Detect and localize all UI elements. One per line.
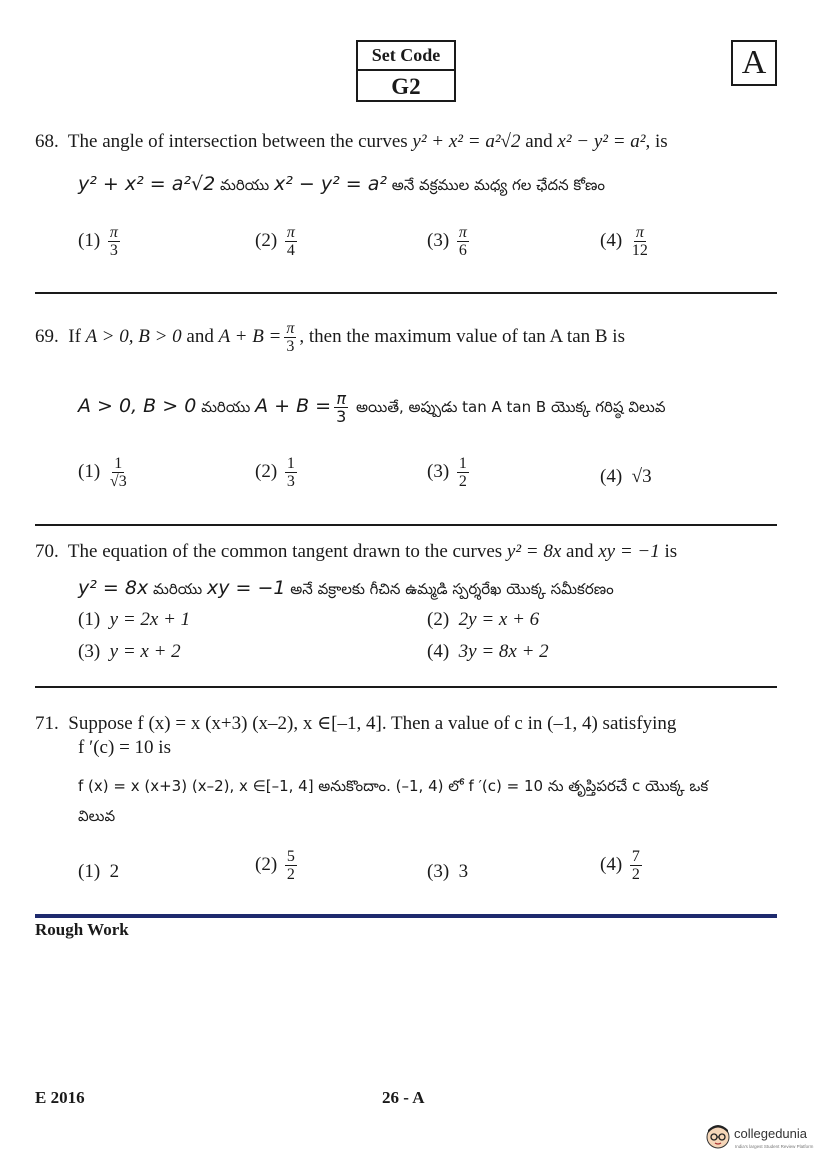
q68-option-3[interactable] [427, 224, 472, 259]
fraction-denominator: 12 [631, 242, 648, 259]
q71-te-line1: f (x) = x (x+3) (x–2), x ∈[–1, 4] అనుకొందాం. (–1, 4) లో f ′(c) = 10 ను తృప్తిపరచే c యొక్క ఒక [78, 777, 709, 795]
option-label: (1) [78, 229, 101, 251]
option-label: (2) [255, 853, 278, 875]
q68-option-4[interactable] [600, 224, 653, 259]
q69-english [35, 320, 625, 355]
option-text: y = x + 2 [109, 641, 181, 662]
option-label: (4) [600, 229, 623, 251]
q69-option-4[interactable] [600, 465, 652, 489]
q68-te-post: అనే వక్రముల మధ్య గల ఛేదన కోణం [386, 176, 605, 194]
fraction-denominator: 2 [286, 866, 295, 883]
option-label: (1) [78, 609, 101, 630]
footer-page-number: 26 - A [382, 1088, 425, 1107]
option-text: 3 [458, 861, 469, 882]
q71-en-line2: f ′(c) = 10 is [78, 737, 171, 758]
fraction-numerator: π [458, 224, 467, 241]
set-code-label: Set Code [358, 42, 454, 71]
option-label: (2) [255, 460, 278, 482]
option-label: (3) [427, 229, 450, 251]
divider [35, 524, 777, 526]
option-label: (4) [600, 853, 623, 875]
q68-english [35, 130, 668, 154]
fraction-denominator: 2 [458, 473, 467, 490]
option-text: 2y = x + 6 [458, 609, 540, 630]
rough-work-heading: Rough Work [35, 920, 129, 939]
option-label: (3) [427, 861, 450, 882]
q71-option-4[interactable] [600, 848, 645, 883]
q69-option-3[interactable] [427, 455, 472, 490]
q68-en-eq1: y² + x² = a²√2 [412, 131, 521, 152]
q70-number: 70. [35, 541, 59, 562]
booklet-letter: A [731, 40, 777, 86]
q69-te-cond: A > 0, B > 0 [78, 395, 197, 417]
q69-en-cond: A > 0, B > 0 [85, 325, 182, 347]
q70-en-post: is [659, 541, 678, 562]
q71-option-3[interactable] [427, 860, 468, 884]
q69-te-and: మరియు [196, 398, 256, 416]
q71-en-line1: Suppose f (x) = x (x+3) (x–2), x ∈[–1, 4]. Then a value of c in (–1, 4) satisfying [68, 713, 677, 734]
option-fraction [108, 455, 129, 490]
q70-en-eq1: y² = 8x [506, 541, 562, 562]
option-fraction [630, 848, 642, 883]
fraction-denominator: 2 [631, 866, 640, 883]
q71-option-1[interactable] [78, 860, 119, 884]
brand-name: collegedunia [734, 1126, 808, 1141]
q68-telugu [78, 172, 605, 197]
fraction-denominator: 3 [286, 338, 295, 355]
q70-en-pre: The equation of the common tangent drawn to the curves [67, 541, 507, 562]
q71-te-line2: విలువ [78, 807, 116, 825]
q69-te-sum: A + B = [255, 395, 332, 417]
fraction-numerator: 7 [631, 848, 640, 865]
q70-option-2[interactable] [427, 608, 539, 632]
fraction-denominator: 3 [109, 242, 118, 259]
q68-option-1[interactable] [78, 224, 123, 259]
option-fraction [285, 224, 297, 259]
fraction-numerator: π [635, 224, 644, 241]
q70-option-1[interactable] [78, 608, 190, 632]
fraction-denominator: 6 [458, 242, 467, 259]
fraction-denominator: 3 [286, 473, 295, 490]
option-fraction [108, 224, 120, 259]
option-label: (4) [427, 641, 450, 662]
q69-en-fraction [284, 320, 296, 355]
option-fraction [457, 224, 469, 259]
q69-en-sum: A + B = [218, 325, 282, 347]
q69-en-pre: If [68, 325, 86, 347]
option-label: (3) [78, 641, 101, 662]
q70-option-3[interactable] [78, 640, 181, 664]
q70-english [35, 540, 677, 564]
option-text: 3y = 8x + 2 [458, 641, 549, 662]
q70-option-4[interactable] [427, 640, 549, 664]
q68-en-eq2: x² − y² = a² [557, 131, 646, 152]
q69-en-and: and [181, 325, 219, 347]
fraction-numerator: π [286, 320, 295, 337]
fraction-denominator: 4 [286, 242, 295, 259]
q70-te-mid: మరియు [148, 580, 207, 598]
student-mascot-icon [704, 1122, 732, 1150]
option-label: (1) [78, 861, 101, 882]
fraction-numerator: π [109, 224, 118, 241]
set-code-box [356, 40, 456, 102]
q68-te-mid: మరియు [215, 176, 274, 194]
q70-te-post: అనే వక్రాలకు గీచిన ఉమ్మడి స్పర్శరేఖ యొక్క సమీకరణం [285, 580, 614, 598]
q69-number: 69. [35, 325, 59, 347]
option-fraction [285, 455, 297, 490]
q70-en-and: and [561, 541, 599, 562]
fraction-numerator: 1 [458, 455, 467, 472]
q69-option-1[interactable] [78, 455, 132, 490]
q68-te-eq1: y² + x² = a²√2 [78, 173, 216, 195]
q69-te-post: అయితే, అప్పుడు tan A tan B యొక్క గరిష్ఠ విలువ [351, 398, 666, 416]
fraction-numerator: 1 [114, 455, 123, 472]
q71-number: 71. [35, 713, 59, 734]
option-label: (2) [427, 609, 450, 630]
fraction-numerator: π [336, 389, 346, 408]
q68-te-eq2: x² − y² = a² [273, 173, 387, 195]
option-label: (1) [78, 460, 101, 482]
option-label: (2) [255, 229, 278, 251]
q68-en-and: and [520, 131, 558, 152]
fraction-numerator: 5 [286, 848, 295, 865]
set-code-value: G2 [391, 74, 421, 99]
fraction-denominator: √3 [109, 473, 127, 490]
q71-option-2[interactable] [255, 848, 300, 883]
q68-en-pre: The angle of intersection between the curves [67, 131, 413, 152]
q70-en-eq2: xy = −1 [598, 541, 660, 562]
option-label: (3) [427, 460, 450, 482]
q70-te-eq2: xy = −1 [207, 577, 286, 599]
option-text: y = 2x + 1 [109, 609, 191, 630]
fraction-numerator: 1 [286, 455, 295, 472]
divider [35, 686, 777, 688]
q70-te-eq1: y² = 8x [78, 577, 149, 599]
option-text: 2 [109, 861, 120, 882]
fraction-denominator: 3 [336, 407, 347, 426]
q68-number: 68. [35, 131, 59, 152]
option-label: (4) [600, 466, 623, 487]
collegedunia-watermark [704, 1120, 824, 1160]
q69-te-fraction [334, 390, 348, 425]
q69-option-2[interactable] [255, 455, 300, 490]
rough-work-divider [35, 914, 777, 918]
option-text: √3 [631, 466, 652, 487]
q71-english-line1 [35, 712, 676, 736]
fraction-numerator: π [286, 224, 295, 241]
q70-telugu [78, 576, 614, 601]
q68-en-post: , is [645, 131, 668, 152]
option-fraction [285, 848, 297, 883]
brand-tagline: India's largest Student Review Platform [735, 1144, 814, 1149]
divider [35, 292, 777, 294]
q69-telugu [78, 390, 666, 425]
option-fraction [630, 224, 650, 259]
footer-exam-code: E 2016 [35, 1088, 85, 1107]
q69-en-post: , then the maximum value of tan A tan B is [299, 325, 625, 347]
q68-option-2[interactable] [255, 224, 300, 259]
option-fraction [457, 455, 469, 490]
